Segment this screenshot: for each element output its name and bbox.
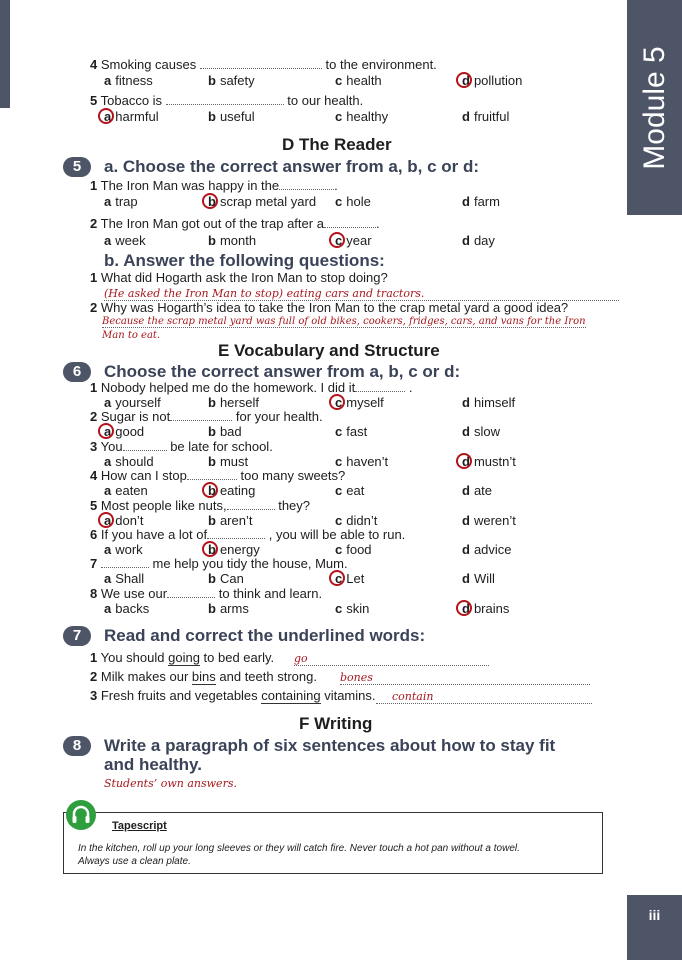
option-b: b arms xyxy=(208,600,249,616)
answer-circle xyxy=(98,108,114,124)
question-5: 5 Tobacco is to our health. xyxy=(90,93,364,108)
exercise-badge: 7 xyxy=(63,626,91,646)
handwritten-answer: go xyxy=(294,652,489,666)
module-tab-label: Module 5 xyxy=(637,45,671,170)
question-2: 2 The Iron Man got out of the trap after a . xyxy=(90,216,380,231)
option-d: d pollution xyxy=(462,73,523,88)
option-a: a trap xyxy=(104,194,138,209)
question-3: 3 You be late for school. xyxy=(90,438,273,454)
question-5: 5 Most people like nuts, they? xyxy=(90,497,311,513)
section-heading: E Vocabulary and Structure xyxy=(218,341,440,360)
option-d: d ate xyxy=(462,483,493,499)
option-a: a eaten xyxy=(104,483,148,499)
question-number: 4 xyxy=(90,57,98,72)
answer-circle xyxy=(202,541,218,557)
blank xyxy=(324,217,376,228)
answer-circle xyxy=(456,72,472,88)
option-a: a Shall xyxy=(104,571,145,587)
correction-2: 2 Milk makes our bins and teeth strong. xyxy=(90,669,317,684)
answer-circle xyxy=(456,453,472,469)
option-c: c healthy xyxy=(335,109,389,124)
left-margin-bar xyxy=(0,0,10,108)
handwritten-answer: Students’ own answers. xyxy=(104,777,237,790)
section-heading: F Writing xyxy=(299,714,373,733)
page-number-box xyxy=(627,895,682,960)
option-c: c skin xyxy=(335,600,370,616)
answer-circle xyxy=(329,394,345,410)
handwritten-answer: Man to eat. xyxy=(102,330,161,341)
section-heading: D The Reader xyxy=(282,135,392,154)
question-4 xyxy=(90,57,437,72)
option-d: d mustn’t xyxy=(462,453,516,469)
blank xyxy=(279,179,334,190)
handwritten-answer: contain xyxy=(376,690,592,704)
blank xyxy=(187,469,237,480)
blank xyxy=(170,410,232,421)
option-c: c eat xyxy=(335,483,365,499)
option-b: b Can xyxy=(208,571,244,587)
option-b: b useful xyxy=(208,109,255,124)
question-6: 6 If you have a lot of , you will be able to run. xyxy=(90,527,406,542)
exercise-badge: 6 xyxy=(63,362,91,382)
option-a: a good xyxy=(104,424,145,440)
option-c: c didn’t xyxy=(335,512,378,528)
handwritten-answer: (He asked the Iron Man to stop) eating cars and tractors. xyxy=(104,287,619,301)
blank xyxy=(355,381,405,392)
option-a: a fitness xyxy=(104,73,153,88)
option-b: b eating xyxy=(208,483,256,499)
option-d: d farm xyxy=(462,194,500,209)
option-d: d slow xyxy=(462,424,500,440)
option-b: b safety xyxy=(208,73,255,88)
option-a: a yourself xyxy=(104,395,161,410)
answer-circle xyxy=(98,512,114,528)
question-1: 1 Nobody helped me do the homework. I did it . xyxy=(90,380,413,395)
question-text: to the environment. xyxy=(325,57,437,72)
question-8: 8 We use our to think and learn. xyxy=(90,585,323,601)
handwritten-answer: Because the scrap metal yard was full of old bikes, cookers, fridges, cars, and vans for the Iron xyxy=(102,316,586,327)
option-b: b month xyxy=(208,233,257,248)
exercise-title: and healthy. xyxy=(104,755,202,774)
blank xyxy=(101,557,149,568)
blank xyxy=(123,440,167,451)
option-a: a work xyxy=(104,542,143,557)
option-c: c health xyxy=(335,73,382,88)
question-text: Smoking causes xyxy=(100,57,197,72)
question-7: 7 me help you tidy the house, Mum. xyxy=(90,556,348,572)
option-d: d Will xyxy=(462,571,495,587)
answer-circle xyxy=(202,193,218,209)
option-d: d day xyxy=(462,233,495,248)
option-c: c hole xyxy=(335,194,371,209)
question-2: 2 Why was Hogarth’s idea to take the Iron Man to the crap metal yard a good idea? xyxy=(90,300,569,315)
question-2: 2 Sugar is not for your health. xyxy=(90,409,323,425)
option-c: c Let xyxy=(335,571,365,587)
option-d: d brains xyxy=(462,600,510,616)
page-number: iii xyxy=(648,907,661,923)
exercise-badge: 8 xyxy=(63,736,91,756)
option-a: a should xyxy=(104,453,154,469)
option-d: d advice xyxy=(462,542,512,557)
blank xyxy=(167,587,215,598)
option-b: b must xyxy=(208,453,249,469)
option-a: a harmful xyxy=(104,109,159,124)
option-b: b bad xyxy=(208,424,242,440)
exercise-badge: 5 xyxy=(63,157,91,177)
question-1: 1 What did Hogarth ask the Iron Man to stop doing? xyxy=(90,270,388,285)
option-d: d weren’t xyxy=(462,512,516,528)
blank xyxy=(227,499,275,510)
option-a: a don’t xyxy=(104,512,144,528)
option-c: c fast xyxy=(335,424,368,440)
headphones-icon xyxy=(66,800,96,830)
blank xyxy=(200,58,322,69)
option-b: b scrap metal yard xyxy=(208,194,317,209)
blank xyxy=(166,94,284,105)
answer-circle xyxy=(329,232,345,248)
option-b: b aren’t xyxy=(208,512,253,528)
module-tab xyxy=(627,0,682,215)
blank xyxy=(207,528,265,539)
handwritten-answer: bones xyxy=(340,671,590,685)
question-4: 4 How can I stop too many sweets? xyxy=(90,468,346,484)
tapescript-title: Tapescript xyxy=(112,820,167,832)
question-1: 1 The Iron Man was happy in the . xyxy=(90,178,338,193)
option-d: d fruitful xyxy=(462,109,510,124)
exercise-subtitle: b. Answer the following questions: xyxy=(104,251,385,270)
correction-1: 1 You should going to bed early. xyxy=(90,650,275,665)
exercise-title: a. Choose the correct answer from a, b, c or d: xyxy=(104,157,480,176)
exercise-title: Read and correct the underlined words: xyxy=(104,626,426,645)
option-c: c haven’t xyxy=(335,453,389,469)
option-a: a week xyxy=(104,233,146,248)
option-c: c myself xyxy=(335,395,384,410)
answer-circle xyxy=(456,600,472,616)
correction-3: 3 Fresh fruits and vegetables containing vitamins. xyxy=(90,688,376,703)
option-c: c year xyxy=(335,233,372,248)
exercise-title: Choose the correct answer from a, b, c or d: xyxy=(104,362,461,381)
exercise-title: Write a paragraph of six sentences about how to stay fit xyxy=(104,736,556,755)
option-b: b energy xyxy=(208,542,260,557)
option-d: d himself xyxy=(462,395,516,410)
option-c: c food xyxy=(335,542,372,557)
option-b: b herself xyxy=(208,395,259,410)
option-a: a backs xyxy=(104,600,150,616)
tapescript-text: In the kitchen, roll up your long sleeves or they will catch fire. Never touch a hot pan without a towel. Always use a clean plate. xyxy=(78,843,520,867)
